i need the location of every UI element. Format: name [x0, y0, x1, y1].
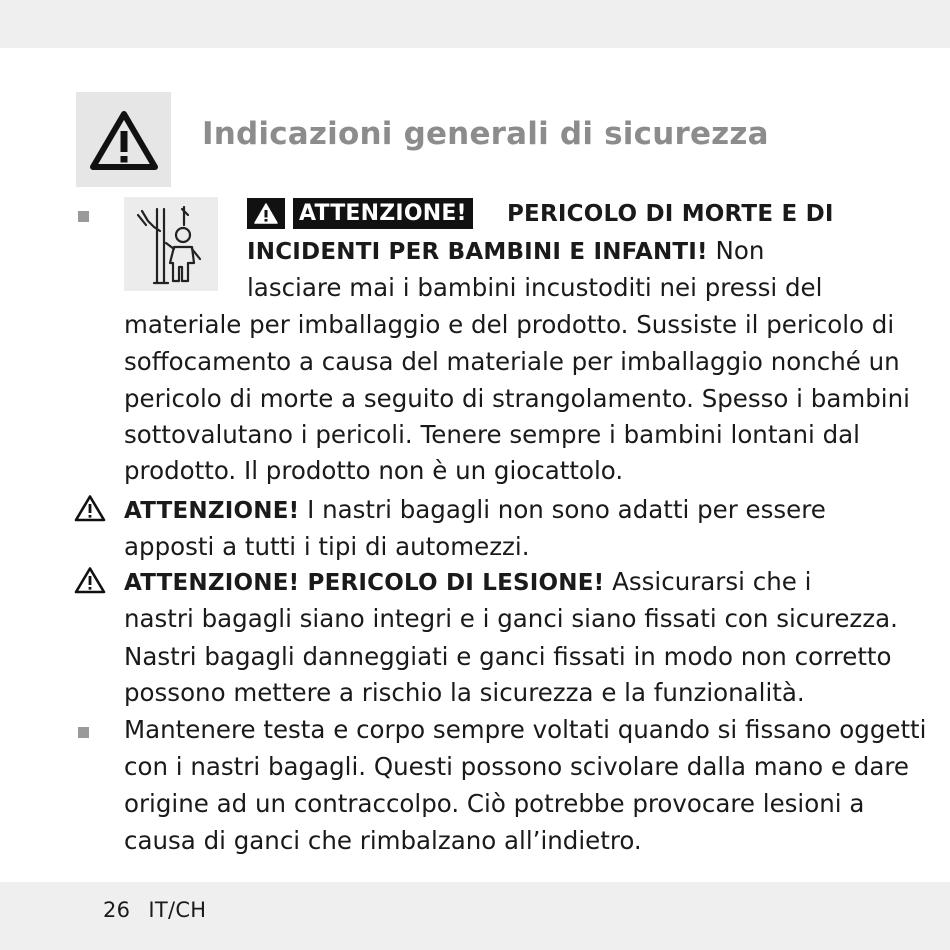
item4-line3: origine ad un contraccolpo. Ciò potrebbe provocare lesioni a: [124, 789, 865, 818]
item1-line8: prodotto. Il prodotto non è un giocattolo.: [124, 456, 624, 485]
top-band: [0, 0, 950, 48]
attention-label: ATTENZIONE!: [293, 198, 473, 229]
warning-triangle-icon: [74, 566, 106, 594]
item3-line3: Nastri bagagli danneggiati e ganci fissati in modo non corretto: [124, 642, 892, 671]
child-strangulation-warning-icon: [124, 197, 218, 291]
item3-line1: [124, 567, 811, 598]
danger-heading-line2: INCIDENTI PER BAMBINI E INFANTI!: [247, 239, 708, 265]
item3-line4: possono mettere a rischio la sicurezza e la funzionalità.: [124, 678, 805, 707]
section-title: Indicazioni generali di sicurezza: [202, 116, 769, 152]
item1-line5: soffocamento a causa del materiale per imballaggio nonché un: [124, 347, 900, 376]
item1-line3: lasciare mai i bambini incustoditi nei pressi del: [247, 273, 823, 302]
item4-line2: con i nastri bagagli. Questi possono scivolare dalla mano e dare: [124, 752, 909, 781]
item4-line1: Mantenere testa e corpo sempre voltati quando si fissano oggetti: [124, 715, 927, 744]
item1-line2: [247, 236, 764, 267]
warning-triangle-icon: [74, 494, 106, 522]
item4-line4: causa di ganci che rimbalzano all’indietro.: [124, 826, 642, 855]
locale-code: IT/CH: [148, 898, 207, 922]
item2-line1-rest: I nastri bagagli non sono adatti per essere: [299, 495, 826, 524]
page-number: 26: [103, 898, 131, 922]
item1-line6: pericolo di morte a seguito di strangolamento. Spesso i bambini: [124, 384, 910, 413]
warning-triangle-icon: [76, 92, 171, 187]
injury-danger-heading: ATTENZIONE! PERICOLO DI LESIONE!: [124, 570, 605, 596]
bullet-square: [78, 211, 89, 222]
item1-line4: materiale per imballaggio e del prodotto. Sussiste il pericolo di: [124, 310, 895, 339]
danger-heading-line1: PERICOLO DI MORTE E DI: [507, 201, 834, 227]
attention-badge: [247, 198, 473, 229]
item3-line1-rest: Assicurarsi che i: [604, 567, 812, 596]
item3-line2: nastri bagagli siano integri e i ganci siano fissati con sicurezza.: [124, 604, 898, 633]
warning-badge-icon: [247, 198, 285, 229]
page-footer: [103, 898, 206, 922]
item2-line1: [124, 495, 826, 526]
item1-line7: sottovalutano i pericoli. Tenere sempre i bambini lontani dal: [124, 420, 860, 449]
item1-line2-rest: Non: [707, 236, 765, 265]
item2-line2: apposti a tutti i tipi di automezzi.: [124, 532, 530, 561]
bullet-square: [78, 727, 89, 738]
attention-heading: ATTENZIONE!: [124, 498, 300, 524]
